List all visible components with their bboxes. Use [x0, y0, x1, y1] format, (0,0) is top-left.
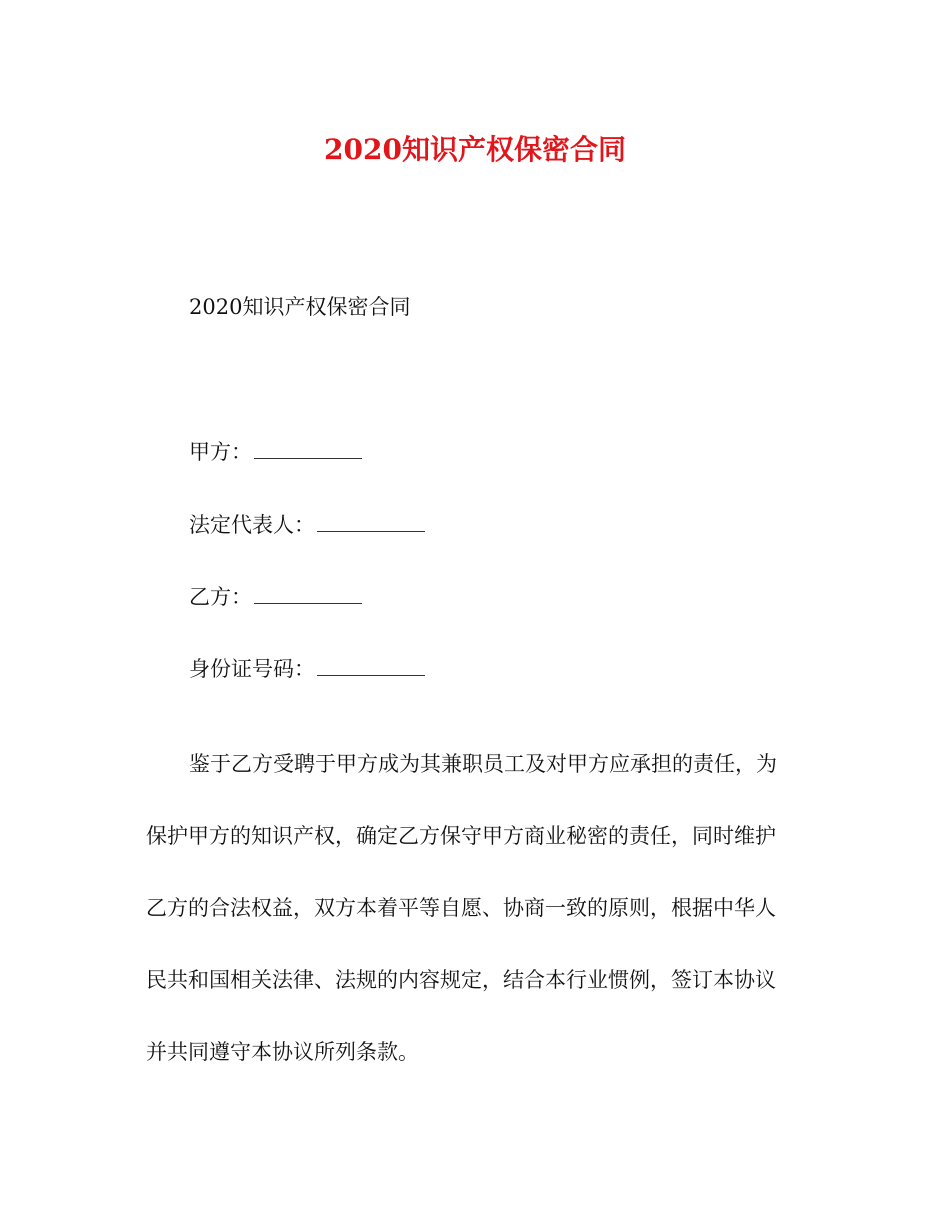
preamble-line: 民共和国相关法律、法规的内容规定，结合本行业惯例，签订本协议	[146, 968, 776, 992]
field-id-number-label: 身份证号码：	[189, 657, 315, 681]
preamble-paragraph	[146, 728, 806, 1088]
preamble-line-text: 鉴于乙方受聘于甲方成为其兼职员工及对甲方应承担的责任，为	[189, 752, 777, 776]
field-legal-representative	[189, 511, 425, 539]
field-party-b	[189, 583, 362, 611]
field-party-a	[189, 438, 362, 466]
id-number-blank[interactable]	[317, 655, 425, 676]
document-title: 2020知识产权保密合同	[324, 133, 626, 166]
field-party-b-label: 乙方：	[189, 585, 252, 609]
field-id-number	[189, 655, 425, 683]
document-subtitle: 2020知识产权保密合同	[189, 295, 411, 319]
preamble-line	[146, 728, 806, 800]
legal-representative-blank[interactable]	[317, 511, 425, 532]
field-party-a-label: 甲方：	[189, 440, 252, 464]
field-legal-representative-label: 法定代表人：	[189, 513, 315, 537]
preamble-line: 保护甲方的知识产权，确定乙方保守甲方商业秘密的责任，同时维护	[146, 824, 776, 848]
party-a-blank[interactable]	[254, 438, 362, 459]
party-b-blank[interactable]	[254, 583, 362, 604]
preamble-line: 并共同遵守本协议所列条款。	[146, 1040, 419, 1064]
preamble-line: 乙方的合法权益，双方本着平等自愿、协商一致的原则，根据中华人	[146, 896, 776, 920]
